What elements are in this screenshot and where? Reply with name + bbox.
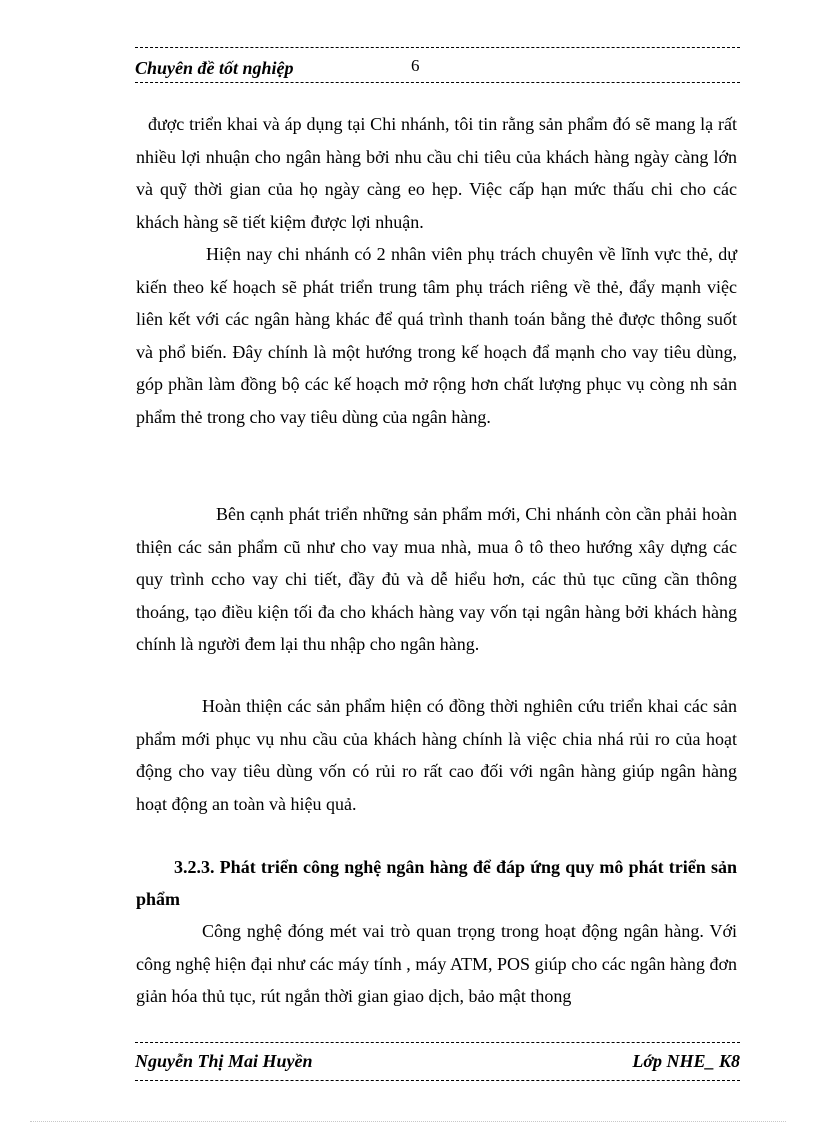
document-header-title: Chuyên đề tốt nghiệp (135, 58, 294, 78)
footer-class-label: Lớp NHE_ K8 (632, 1051, 740, 1071)
section-paragraph: Công nghệ đóng mét vai trò quan trọng trong hoạt động ngân hàng. Với công nghệ hiện đại như các máy tính , máy ATM, POS giúp cho các ngân hàng đơn giản hóa thủ tục, rút ngắn thời gian giao dịch, bảo mật thong (136, 921, 737, 1006)
footer-author-name: Nguyễn Thị Mai Huyền (135, 1051, 313, 1071)
body-paragraph-4: Hoàn thiện các sản phẩm hiện có đồng thời nghiên cứu triển khai các sản phẩm mới phục vụ nhu cầu của khách hàng chính là việc chia nhá rủi ro của hoạt động cho vay tiêu dùng vốn có rủi ro rất cao đối với ngân hàng giúp ngân hàng hoạt động an toàn và hiệu quả. (136, 696, 737, 814)
footer-bottom-rule (135, 1080, 740, 1081)
body-paragraph-3: Bên cạnh phát triển những sản phẩm mới, Chi nhánh còn cần phải hoàn thiện các sản phẩm cũ như cho vay mua nhà, mua ô tô theo hướng xây dựng các quy trình ccho vay chi tiết, đầy đủ và dễ hiểu hơn, các thủ tục cũng cần thông thoáng, tạo điều kiện tối đa cho khách hàng vay vốn tại ngân hàng bởi khách hàng chính là người đem lại thu nhập cho ngân hàng. (136, 504, 737, 654)
footer-top-rule (135, 1042, 740, 1043)
page-number: 6 (411, 56, 420, 75)
section-heading: 3.2.3. Phát triển công nghệ ngân hàng để đáp ứng quy mô phát triển sản phẩm (136, 857, 737, 909)
header-bottom-rule (135, 82, 740, 83)
header-top-rule (135, 47, 740, 48)
body-paragraph-1: được triển khai và áp dụng tại Chi nhánh, tôi tin rằng sản phẩm đó sẽ mang lạ rất nhiều lợi nhuận cho ngân hàng bởi nhu cầu chi tiêu của khách hàng ngày càng lớn và quỹ thời gian của họ ngày càng eo hẹp. Việc cấp hạn mức thấu chi cho các khách hàng sẽ tiết kiệm được lợi nhuận. (136, 114, 737, 232)
body-paragraph-2: Hiện nay chi nhánh có 2 nhân viên phụ trách chuyên về lĩnh vực thẻ, dự kiến theo kế hoạch sẽ phát triển trung tâm phụ trách riêng về thẻ, đẩy mạnh việc liên kết với các ngân hàng khác để quá trình thanh toán bằng thẻ được thông suốt và phổ biến. Đây chính là một hướng trong kế hoạch đẩ mạnh cho vay tiêu dùng, góp phần làm đồng bộ các kế hoạch mở rộng hơn chất lượng phục vụ còng nh sản phẩm thẻ trong cho vay tiêu dùng của ngân hàng. (136, 244, 737, 427)
page-edge-dotted-line (30, 1121, 786, 1122)
